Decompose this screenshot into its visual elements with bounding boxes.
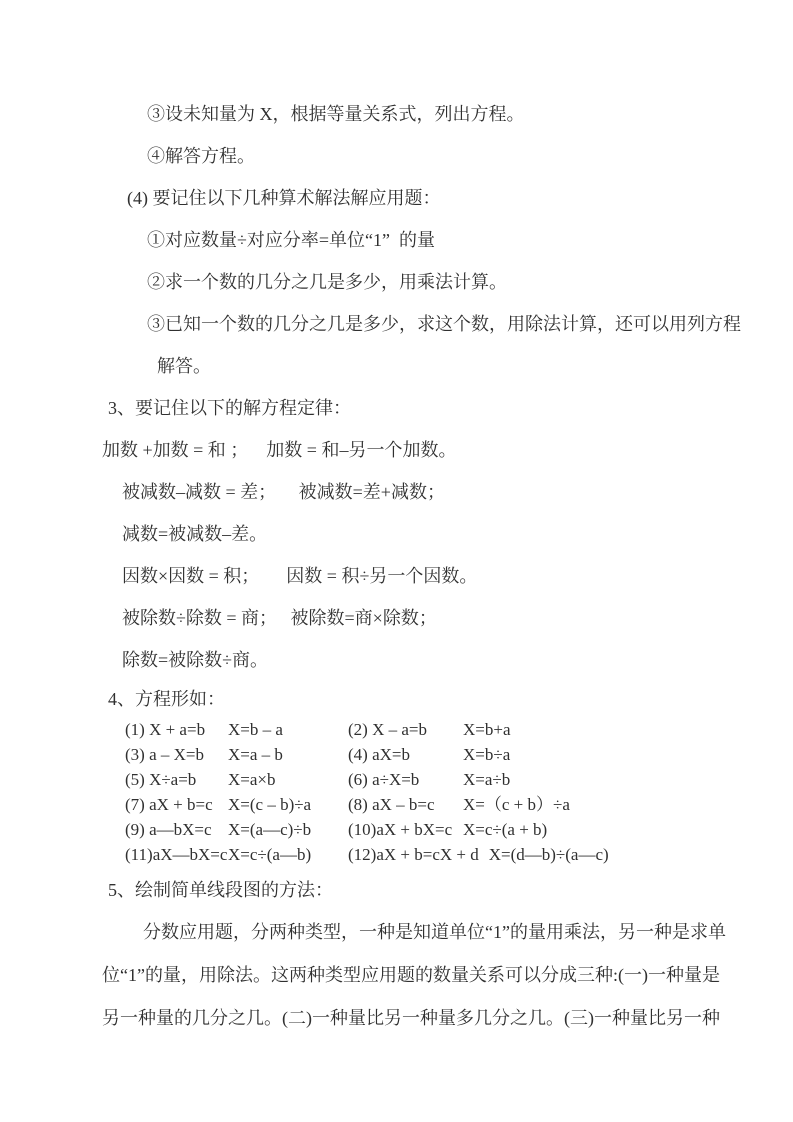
equation-row-5 xyxy=(125,817,698,842)
solution-7: X=(c – b)÷a xyxy=(228,795,312,814)
equation-11: (11)aX—bX=c xyxy=(125,845,228,864)
law-line-subtraction-1: 被减数–减数 = 差； 被减数=差+减数； xyxy=(122,482,445,502)
section5-heading: 5、绘制简单线段图的方法： xyxy=(108,880,333,900)
law-line-multiplication: 因数×因数 = 积； 因数 = 积÷另一个因数。 xyxy=(122,566,478,586)
solution-2: X=b+a xyxy=(463,720,511,739)
equation-6: (6) a÷X=b xyxy=(348,770,420,789)
arith-method-3-continuation: 解答。 xyxy=(157,356,211,376)
solution-4: X=b÷a xyxy=(463,745,511,764)
equation-7: (7) aX + b=c xyxy=(125,795,213,814)
solution-12: X=(d—b)÷(a—c) xyxy=(488,845,609,864)
law-line-division-2: 除数=被除数÷商。 xyxy=(122,650,269,670)
paragraph-line-2: 位“1”的量，用除法。这两种类型应用题的数量关系可以分成三种:(一)一种量是 xyxy=(102,965,720,985)
solution-1: X=b – a xyxy=(228,720,283,739)
step-line-4: ④解答方程。 xyxy=(147,146,255,166)
solution-6: X=a÷b xyxy=(463,770,511,789)
section3-heading: 3、要记住以下的解方程定律： xyxy=(108,398,351,418)
solution-5: X=a×b xyxy=(228,770,276,789)
equation-9: (9) a—bX=c xyxy=(125,820,212,839)
equation-row-4 xyxy=(125,792,698,817)
equation-8: (8) aX – b=c xyxy=(348,795,435,814)
step-line-3: ③设未知量为 X，根据等量关系式，列出方程。 xyxy=(147,104,525,124)
arith-method-1: ①对应数量÷对应分率=单位“1” 的量 xyxy=(147,230,436,250)
equation-row-3 xyxy=(125,767,698,792)
solution-9: X=(a—c)÷b xyxy=(228,820,312,839)
equation-row-1 xyxy=(125,717,698,742)
arith-method-3: ③已知一个数的几分之几是多少，求这个数，用除法计算，还可以用列方程 xyxy=(147,314,741,334)
paragraph-line-3: 另一种量的几分之几。(二)一种量比另一种量多几分之几。(三)一种量比另一种 xyxy=(102,1008,720,1028)
arith-method-2: ②求一个数的几分之几是多少，用乘法计算。 xyxy=(147,272,507,292)
solution-10: X=c÷(a + b) xyxy=(463,820,548,839)
equation-row-6 xyxy=(125,842,698,867)
solution-8: X=（c + b）÷a xyxy=(463,795,570,814)
equation-10: (10)aX + bX=c xyxy=(348,820,453,839)
solution-3: X=a – b xyxy=(228,745,283,764)
law-line-subtraction-2: 减数=被减数–差。 xyxy=(122,524,268,544)
equation-4: (4) aX=b xyxy=(348,745,410,764)
equation-row-2 xyxy=(125,742,698,767)
equation-3: (3) a – X=b xyxy=(125,745,204,764)
equation-1: (1) X + a=b xyxy=(125,720,206,739)
item4-heading: (4) 要记住以下几种算术解法解应用题： xyxy=(127,188,441,208)
equation-12: (12)aX + b=cX + d xyxy=(348,845,479,864)
law-line-division-1: 被除数÷除数 = 商； 被除数=商×除数； xyxy=(122,608,437,628)
solution-11: X=c÷(a—b) xyxy=(228,845,312,864)
section4-heading: 4、方程形如： xyxy=(108,689,225,709)
paragraph-line-1: 分数应用题，分两种类型，一种是知道单位“1”的量用乘法，另一种是求单 xyxy=(143,922,726,942)
equation-5: (5) X÷a=b xyxy=(125,770,197,789)
law-line-addition: 加数 +加数 = 和 ； 加数 = 和–另一个加数。 xyxy=(102,440,457,460)
equation-2: (2) X – a=b xyxy=(348,720,427,739)
